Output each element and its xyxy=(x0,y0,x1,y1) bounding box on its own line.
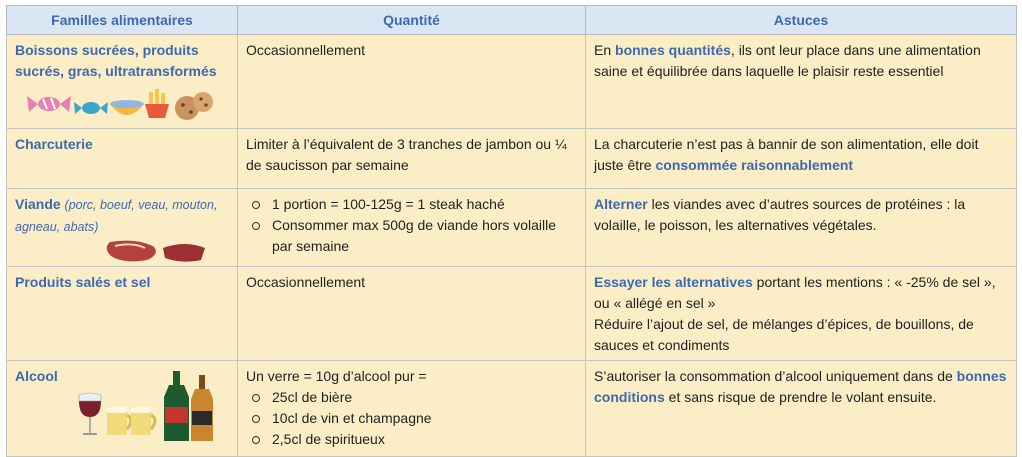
family-name: Boissons sucrées, produits sucrés, gras, ultratransformés xyxy=(15,42,217,79)
tip-highlight: consommée raisonnablement xyxy=(655,157,854,173)
table-row xyxy=(7,129,1017,189)
tip-text-2: Réduire l’ajout de sel, de mélanges d’épices, de bouillons, de sauces et condiments xyxy=(594,316,974,353)
tip-highlight: bonnes conditions xyxy=(594,368,1007,405)
family-name: Alcool xyxy=(15,368,58,384)
header-quantity: Quantité xyxy=(238,6,586,35)
meat-icon xyxy=(15,238,215,262)
tip-highlight: Essayer les alternatives xyxy=(594,274,753,290)
list-item: 2,5cl de spiritueux xyxy=(246,429,577,450)
quantity-text: Occasionnellement xyxy=(246,42,366,58)
list-item: 10cl de vin et champagne xyxy=(246,408,577,429)
tip-text: Essayer les alternatives portant les mentions : « -25% de sel », ou « allégé en sel » xyxy=(594,274,996,311)
tip-highlight: bonnes quantités xyxy=(615,42,731,58)
header-row xyxy=(7,6,1017,35)
family-name: Produits salés et sel xyxy=(15,274,151,290)
family-name: Charcuterie xyxy=(15,136,93,152)
quantity-list xyxy=(246,194,577,257)
header-families: Familles alimentaires xyxy=(7,6,238,35)
family-name: Viande (porc, boeuf, veau, mouton, agneau, abats) xyxy=(15,196,218,234)
quantity-intro: Un verre = 10g d’alcool pur = xyxy=(246,368,427,384)
list-item: 25cl de bière xyxy=(246,387,577,408)
header-tips: Astuces xyxy=(586,6,1017,35)
quantity-text: Limiter à l’équivalent de 3 tranches de jambon ou ¼ de saucisson par semaine xyxy=(246,136,567,173)
quantity-list xyxy=(246,387,577,450)
food-table xyxy=(6,5,1017,457)
tip-text: En bonnes quantités, ils ont leur place dans une alimentation saine et équilibrée dans laquelle le plaisir reste essentiel xyxy=(594,42,981,79)
tip-text: La charcuterie n’est pas à bannir de son alimentation, elle doit juste être consommée raisonnablement xyxy=(594,136,979,173)
table-row xyxy=(7,189,1017,267)
tip-text: Alterner les viandes avec d’autres sources de protéines : la volaille, le poisson, les alternatives végétales. xyxy=(594,196,966,233)
family-note: (porc, boeuf, veau, mouton, agneau, abats) xyxy=(15,198,218,234)
tip-text: S’autoriser la consommation d’alcool uniquement dans de bonnes conditions et sans risque de prendre le volant ensuite. xyxy=(594,368,1007,405)
table-row xyxy=(7,361,1017,457)
drinks-icon xyxy=(73,371,223,443)
list-item: Consommer max 500g de viande hors volaille par semaine xyxy=(246,215,577,257)
table-row xyxy=(7,267,1017,361)
quantity-text: Occasionnellement xyxy=(246,274,366,290)
sweets-snacks-icon xyxy=(15,86,215,124)
table-row xyxy=(7,35,1017,129)
list-item: 1 portion = 100-125g = 1 steak haché xyxy=(246,194,577,215)
tip-highlight: Alterner xyxy=(594,196,648,212)
